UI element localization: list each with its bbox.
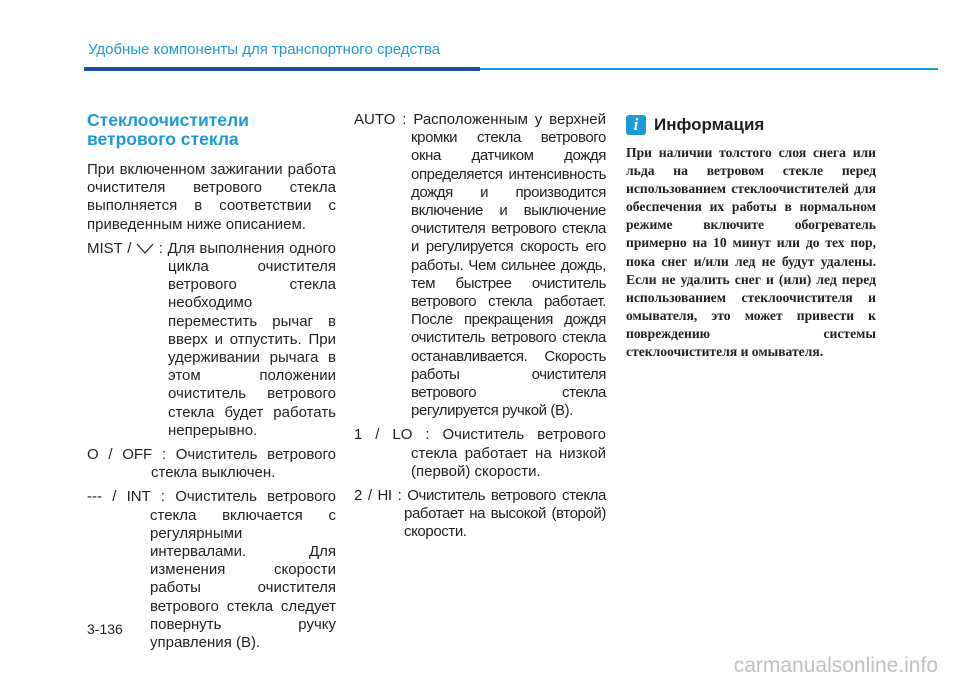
mode-key: AUTO <box>354 111 396 128</box>
mode-first-line: Очиститель ветрового <box>442 426 606 444</box>
mode-key: --- / INT <box>87 488 151 506</box>
info-box <box>626 115 876 361</box>
mist-down-arrow-icon <box>136 243 154 254</box>
mode-entry-lo <box>354 426 606 481</box>
info-icon: i <box>626 115 646 135</box>
mode-first-line: Очиститель ветрового <box>175 488 336 506</box>
mode-entry-int <box>87 488 336 652</box>
key-separator: : <box>425 426 430 444</box>
chapter-title: Удобные компоненты для транспортного средства <box>88 41 441 58</box>
page-number: 3-136 <box>87 621 123 637</box>
key-separator: : <box>160 488 165 506</box>
mode-first-line: Очиститель ветрового стекла <box>407 487 606 505</box>
mode-entry-hi <box>354 487 606 542</box>
mode-description: кромки стекла ветрового окна датчиком дождя определяется интенсивность дождя и производится включение и выключение очистителя ветрового стекла и регулируется скорость его работы. Чем сильнее дождь, тем быстрее очиститель ветрового стекла работает. После прекращения дождя очиститель ветрового стекла останавливается. Скорость работы очистителя ветрового стекла регулируется ручкой (B). <box>411 129 606 420</box>
intro-paragraph: При включенном зажигании работа очистителя ветрового стекла выполняется в соответствии с приведенным ниже описанием. <box>87 161 336 233</box>
mode-first-line: Очиститель ветрового <box>175 446 336 464</box>
mode-first-line: Расположенным у верхней <box>413 111 606 128</box>
mode-description: работает на высокой (второй) скорости. <box>404 505 606 541</box>
header-rule-thick <box>84 67 480 71</box>
mode-key: 1 / LO <box>354 426 413 444</box>
header-rule-thin <box>480 68 938 70</box>
mode-entry-mist <box>87 240 336 440</box>
key-separator: : <box>402 111 407 128</box>
mode-line <box>87 488 336 506</box>
mode-entry-auto <box>354 111 606 420</box>
key-separator: : <box>158 239 163 257</box>
mode-line <box>354 487 606 505</box>
mode-key: O / OFF <box>87 446 153 464</box>
mode-line <box>354 111 606 129</box>
mode-first-line: Для выполнения одного <box>167 239 336 257</box>
mode-line <box>354 426 606 444</box>
watermark: carmanualsonline.info <box>733 654 938 677</box>
key-separator: : <box>161 446 167 464</box>
mode-key: 2 / HI <box>354 487 392 505</box>
info-title: Информация <box>654 114 765 134</box>
mode-entry-off <box>87 446 336 482</box>
key-separator: : <box>397 487 402 505</box>
column-left <box>87 111 336 658</box>
info-header <box>626 115 876 135</box>
mode-description: стекла работает на низкой (первой) скорости. <box>411 444 606 480</box>
mode-key: MIST / <box>87 239 132 257</box>
section-title: Стеклоочистители ветрового стекла <box>87 110 249 149</box>
mode-description: цикла очистителя ветрового стекла необходимо переместить рычаг в вверх и отпустить. При удерживании рычага в этом положении очиститель ветрового стекла будет работать непрерывно. <box>168 258 336 439</box>
column-middle <box>354 111 606 548</box>
info-text: При наличии толстого слоя снега или льда на ветровом стекле перед использованием стеклоочистителей для обеспечения их работы в нормальном режиме включите обогреватель примерно на 10 минут или до тех пор, пока снег и/или лед не будут удалены. Если не удалить снег и (или) лед перед использованием стеклоочистителя и омывателя, это может привести к повреждению системы стеклоочистителя и омывателя. <box>626 145 876 360</box>
mode-description: стекла выключен. <box>151 464 276 482</box>
mode-line <box>87 240 336 258</box>
mode-line <box>87 446 336 464</box>
mode-description: стекла включается с регулярными интервалами. Для изменения скорости работы очистителя ветрового стекла следует повернуть ручку управления (B). <box>150 506 336 652</box>
